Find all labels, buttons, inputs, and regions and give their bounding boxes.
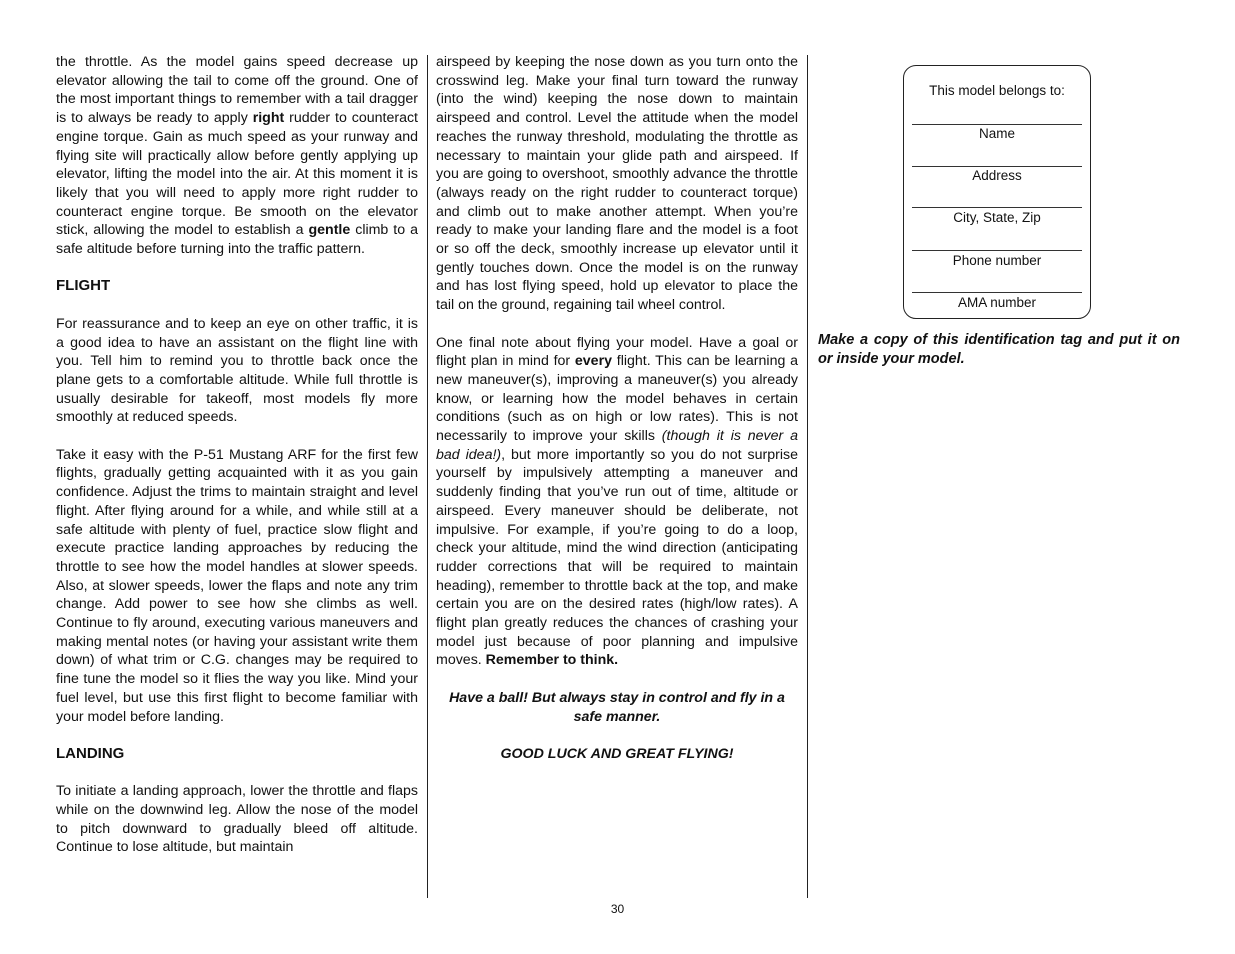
tag-title: This model belongs to: [929, 83, 1065, 98]
closing-have-a-ball: Have a ball! But always stay in control and fly in a safe manner. [449, 689, 785, 725]
page-number: 30 [610, 902, 625, 916]
tag-line [912, 124, 1082, 125]
heading-landing: LANDING [56, 744, 125, 762]
tag-field-phone: Phone number [952, 253, 1042, 268]
left-column [56, 53, 418, 876]
tag-line [912, 166, 1082, 167]
tag-field-address: Address [972, 168, 1022, 183]
tag-field-city-state-zip: City, State, Zip [953, 210, 1041, 225]
tag-field-ama: AMA number [957, 295, 1037, 310]
paragraph-takeoff: the throttle. As the model gains speed decrease up elevator allowing the tail to come off the ground. One of the most important things to remember with a tail dragger is to always be ready to apply right rudder to counteract engine torque. Gain as much speed as your runway and flying site will practically allow before gently applying up elevator, lifting the model into the air. At this moment it is likely that you will need to apply more right rudder to counteract engine torque. Be smooth on the elevator stick, allowing the model to establish a gentle climb to a safe altitude before turning into the traffic pattern. [56, 54, 418, 258]
paragraph-landing-approach: To initiate a landing approach, lower the throttle and flaps while on the downwind leg. Allow the nose of the model to pitch downward to gradually bleed off altitude. Continue to lose altitude, but maintain [56, 783, 418, 856]
closing-good-luck: GOOD LUCK AND GREAT FLYING! [500, 745, 734, 762]
column-divider [807, 55, 808, 898]
paragraph-final-approach: airspeed by keeping the nose down as you turn onto the crosswind leg. Make your final turn toward the runway (into the wind) keeping the nose down to maintain airspeed and control. Level the attitude when the model reaches the runway threshold, modulating the throttle as necessary to maintain your glide path and airspeed. If you are going to overshoot, smoothly advance the throttle (always ready on the right rudder to counteract torque) and climb out to make another attempt. When you’re ready to make your landing flare and the model is a foot or so off the deck, smoothly increase up elevator until it gently touches down. Once the model is on the runway and has lost flying speed, hold up elevator to place the tail on the ground, regaining tail wheel control. [436, 54, 798, 314]
middle-column [436, 53, 798, 782]
identification-tag [903, 65, 1091, 319]
tag-line [912, 207, 1082, 208]
tag-line [912, 250, 1082, 251]
heading-flight: FLIGHT [56, 277, 111, 295]
column-divider [427, 55, 428, 898]
tag-field-name: Name [978, 126, 1015, 141]
tag-line [912, 292, 1082, 293]
tag-caption: Make a copy of this identification tag and put it on or inside your model. [818, 332, 1180, 367]
paragraph-flight-plan: One final note about flying your model. Have a goal or flight plan in mind for every flight. This can be learning a new maneuver(s), improving a maneuver(s) you already know, or learning how the model behaves in certain conditions (such as on high or low rates). This is not necessarily to improve your skills (though it is never a bad idea!), but more importantly so you do not surprise yourself by impulsively attempting a maneuver and suddenly finding that you’ve run out of time, altitude or airspeed. Every maneuver should be deliberate, not impulsive. For example, if you’re going to do a loop, check your altitude, mind the wind direction (anticipating rudder corrections that will be required to maintain heading), remember to throttle back at the top, and make certain you are on the desired rates (high/low rates). A flight plan greatly reduces the chances of crashing your model just because of poor planning and impulsive moves. Remember to think. [436, 334, 798, 669]
paragraph-assistant: For reassurance and to keep an eye on other traffic, it is a good idea to have an assistant on the flight line with you. Tell him to remind you to throttle back once the plane gets to a comfortable altitude. While full throttle is usually desirable for takeoff, most models fly more smoothly at reduced speeds. [56, 315, 418, 426]
paragraph-first-flights: Take it easy with the P-51 Mustang ARF for the first few flights, gradually getting acquainted with it as you gain confidence. Adjust the trims to maintain straight and level flight. After flying around for a while, and while still at a safe altitude with plenty of fuel, practice slow flight and execute practice landing approaches by reducing the throttle to see how the model handles at slower speeds. Also, at slower speeds, lower the flaps and note any trim change. Add power to see how she climbs as well. Continue to fly around, executing various maneuvers and making mental notes (or having your assistant write them down) of what trim or C.G. changes may be required to fine tune the model so it flies the way you like. Mind your fuel level, but use this first flight to become familiar with your model before landing. [56, 446, 418, 725]
